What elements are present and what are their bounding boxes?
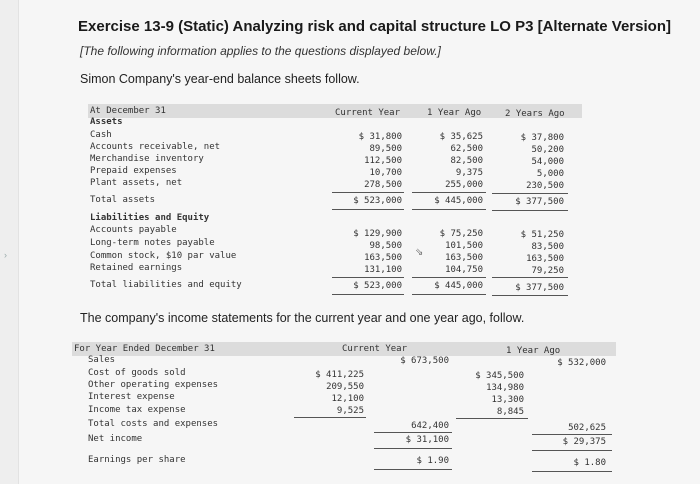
- value-2-years: 83,500: [531, 242, 564, 252]
- value-1-year: 101,500: [445, 241, 483, 251]
- row-label: Accounts payable: [90, 225, 177, 235]
- value-1-year: 13,300: [491, 395, 524, 405]
- value-current: 209,550: [326, 382, 364, 392]
- value-1-year: 104,750: [445, 265, 483, 275]
- total-rule: [532, 471, 612, 472]
- subtotal-rule: [294, 417, 366, 418]
- value-1-year: $ 29,375: [562, 437, 606, 447]
- value-current: 163,500: [364, 253, 402, 263]
- row-label: Common stock, $10 par value: [90, 251, 237, 261]
- row-label: Long-term notes payable: [90, 238, 215, 248]
- row-label: Total costs and expenses: [88, 419, 219, 429]
- instructions-note: [The following information applies to the questions displayed below.]: [80, 44, 441, 58]
- value-current: 89,500: [369, 144, 402, 154]
- total-rule: [332, 294, 404, 295]
- value-current: $ 31,800: [358, 132, 402, 142]
- total-rule: [412, 294, 486, 295]
- left-sidebar-strip: [0, 0, 19, 484]
- subtotal-rule: [456, 418, 528, 419]
- subtotal-rule: [532, 434, 612, 435]
- subtotal-rule: [374, 432, 452, 433]
- bs-col-2-years-ago: 2 Years Ago: [505, 109, 565, 119]
- balance-sheet-intro: Simon Company's year-end balance sheets follow.: [80, 72, 360, 86]
- value-current: 112,500: [364, 156, 402, 166]
- subtotal-rule: [332, 192, 404, 193]
- value-1-year: 134,980: [486, 383, 524, 393]
- value-current: $ 523,000: [353, 196, 402, 206]
- row-label: Sales: [88, 355, 116, 365]
- value-1-year: $ 445,000: [434, 196, 483, 206]
- value-2-years: 79,250: [531, 266, 564, 276]
- value-2-years: $ 37,800: [520, 133, 564, 143]
- value-current: $ 1.90: [416, 456, 449, 466]
- total-rule: [492, 295, 568, 296]
- value-2-years: $ 377,500: [515, 197, 564, 207]
- value-1-year: 82,500: [450, 156, 483, 166]
- value-current: 278,500: [364, 180, 402, 190]
- row-label: Earnings per share: [88, 455, 186, 465]
- bs-col-current-year: Current Year: [335, 108, 401, 118]
- total-rule: [532, 450, 612, 451]
- value-1-year: $ 532,000: [557, 358, 606, 368]
- mouse-cursor-icon: ⇘: [415, 247, 424, 258]
- value-current: 9,525: [336, 406, 364, 416]
- subtotal-rule: [492, 193, 568, 194]
- value-1-year: 502,625: [568, 423, 606, 433]
- value-1-year: 163,500: [445, 253, 483, 263]
- row-label: Prepaid expenses: [90, 166, 177, 176]
- exercise-title: Exercise 13-9 (Static) Analyzing risk and capital structure LO P3 [Alternate Version]: [78, 18, 671, 35]
- value-1-year: $ 75,250: [439, 229, 483, 239]
- value-current: $ 411,225: [315, 370, 364, 380]
- value-2-years: $ 377,500: [515, 283, 564, 293]
- row-label: Income tax expense: [88, 405, 186, 415]
- bs-header-label: At December 31: [90, 106, 166, 116]
- row-label: Retained earnings: [90, 263, 183, 273]
- value-2-years: 50,200: [531, 145, 564, 155]
- value-current: 131,100: [364, 265, 402, 275]
- value-current: 98,500: [369, 241, 402, 251]
- sidebar-mark: ›: [4, 250, 7, 260]
- row-label: Total assets: [90, 195, 156, 205]
- value-current: 12,100: [331, 394, 364, 404]
- value-2-years: $ 51,250: [520, 230, 564, 240]
- value-current: $ 31,100: [405, 435, 449, 445]
- value-2-years: 230,500: [526, 181, 564, 191]
- value-1-year: $ 35,625: [439, 132, 483, 142]
- row-label: Other operating expenses: [88, 380, 219, 390]
- value-1-year: $ 1.80: [573, 458, 606, 468]
- subtotal-rule: [492, 277, 568, 278]
- bs-col-1-year-ago: 1 Year Ago: [427, 108, 482, 118]
- income-statement-intro: The company's income statements for the current year and one year ago, follow.: [80, 311, 525, 325]
- is-col-current-year: Current Year: [342, 344, 408, 354]
- value-current: $ 673,500: [400, 356, 449, 366]
- value-1-year: 9,375: [455, 168, 483, 178]
- total-rule: [332, 209, 404, 210]
- value-1-year: 255,000: [445, 180, 483, 190]
- value-current: 10,700: [369, 168, 402, 178]
- row-label: Net income: [88, 434, 143, 444]
- total-rule: [374, 448, 452, 449]
- row-label: Cash: [90, 130, 112, 140]
- row-label: Total liabilities and equity: [90, 280, 242, 290]
- value-1-year: 62,500: [450, 144, 483, 154]
- subtotal-rule: [332, 277, 404, 278]
- row-label: Plant assets, net: [90, 178, 183, 188]
- row-label: Cost of goods sold: [88, 368, 186, 378]
- subtotal-rule: [412, 192, 486, 193]
- total-rule: [412, 209, 486, 210]
- row-label: Interest expense: [88, 392, 175, 402]
- row-label: Accounts receivable, net: [90, 142, 221, 152]
- value-1-year: $ 345,500: [475, 371, 524, 381]
- value-2-years: 54,000: [531, 157, 564, 167]
- value-1-year: $ 445,000: [434, 281, 483, 291]
- total-rule: [374, 469, 452, 470]
- value-current: 642,400: [411, 421, 449, 431]
- row-label: Merchandise inventory: [90, 154, 204, 164]
- subtotal-rule: [412, 277, 486, 278]
- assets-heading: Assets: [90, 117, 123, 127]
- value-2-years: 5,000: [536, 169, 564, 179]
- value-current: $ 523,000: [353, 281, 402, 291]
- total-rule: [492, 210, 568, 211]
- is-col-1-year-ago: 1 Year Ago: [506, 346, 561, 356]
- value-1-year: 8,845: [496, 407, 524, 417]
- is-header-label: For Year Ended December 31: [74, 344, 215, 354]
- liabilities-heading: Liabilities and Equity: [90, 213, 210, 223]
- value-current: $ 129,900: [353, 229, 402, 239]
- value-2-years: 163,500: [526, 254, 564, 264]
